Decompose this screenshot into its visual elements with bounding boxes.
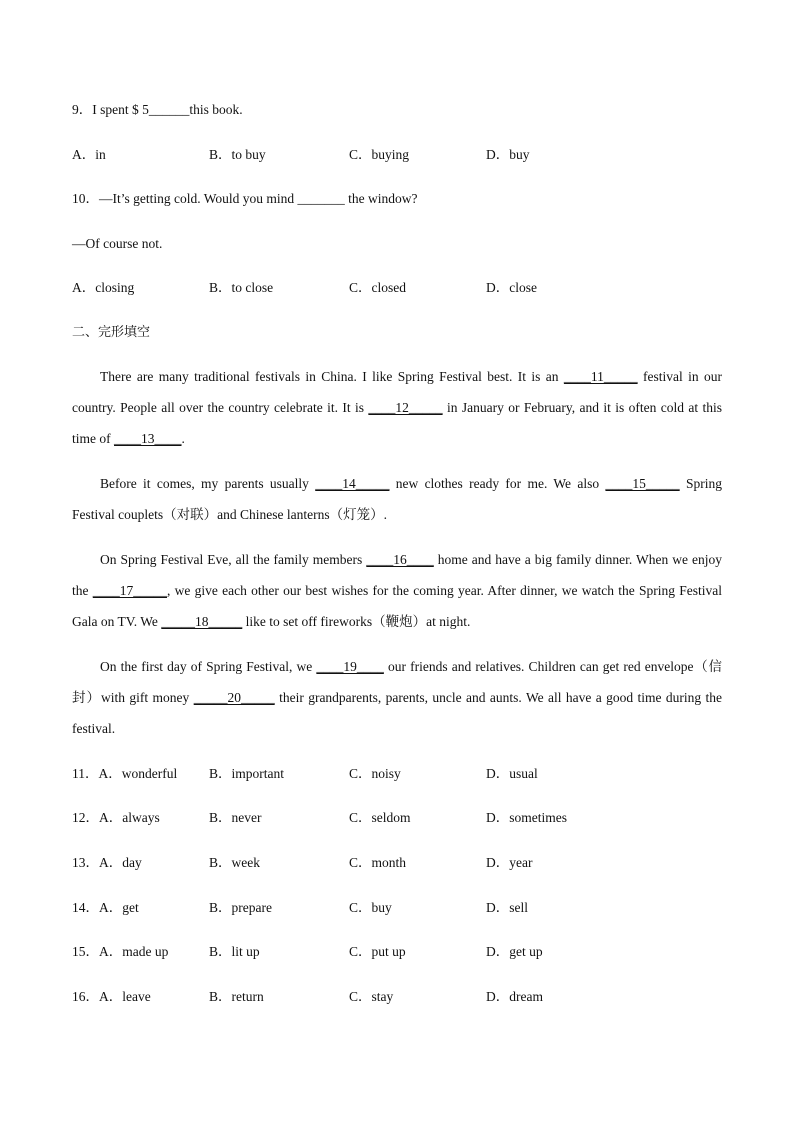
option-b: B．lit up	[209, 944, 260, 959]
option-b: B．return	[209, 989, 264, 1004]
question-9-text: 9．I spent $ 5	[72, 102, 149, 117]
passage-text: There are many traditional festivals in China. I like Spring Festival best. It is an	[100, 369, 564, 384]
question-12-options	[72, 809, 732, 827]
option-a: A．in	[72, 147, 106, 162]
option-c: C．buy	[349, 900, 392, 915]
passage-text: Spring Festival couplets（对联）and Chinese lanterns（灯笼）.	[72, 476, 722, 522]
question-10-options	[72, 279, 732, 297]
blank-17: ____17_____	[92, 583, 168, 598]
option-b: B．week	[209, 855, 260, 870]
blank-15: ____15_____	[605, 476, 680, 491]
question-10-reply: —Of course not.	[72, 236, 163, 251]
passage-paragraph-4	[72, 651, 722, 744]
option-a: 11．A．wonderful	[72, 766, 178, 781]
question-10	[72, 190, 418, 208]
passage-text: like to set off fireworks（鞭炮）at night.	[242, 614, 471, 629]
option-d: D．dream	[486, 989, 543, 1004]
blank-12: ____12_____	[368, 400, 443, 415]
option-c: C．stay	[349, 989, 394, 1004]
question-10-text: 10．—It’s getting cold. Would you mind	[72, 191, 298, 206]
option-d: D．sometimes	[486, 810, 567, 825]
question-9	[72, 101, 243, 119]
option-a: 15．A．made up	[72, 944, 169, 959]
question-16-options	[72, 988, 732, 1006]
option-a: 16．A．leave	[72, 989, 151, 1004]
question-10-blank: _______	[297, 191, 345, 206]
option-c: C．month	[349, 855, 407, 870]
option-c: C．buying	[349, 147, 410, 162]
option-d: D．sell	[486, 900, 528, 915]
passage-text: in January or February, and it is often cold at this time of	[72, 400, 723, 446]
passage-text: our friends and relatives. Children can get red envelope（信封）with gift money	[72, 659, 722, 705]
option-c: C．closed	[349, 280, 406, 295]
option-c: C．noisy	[349, 766, 401, 781]
option-c: C．seldom	[349, 810, 411, 825]
question-13-options	[72, 854, 732, 872]
passage-text: , we give each other our best wishes for the coming year. After dinner, we watch the Spring Festival Gala on TV. We	[72, 583, 722, 629]
option-d: D．buy	[486, 147, 530, 162]
option-d: D．year	[486, 855, 533, 870]
passage-paragraph-2	[72, 468, 722, 530]
option-b: B．to close	[209, 280, 274, 295]
passage-text: their grandparents, parents, uncle and aunts. We all have a good time during the festival.	[72, 690, 723, 736]
option-a: 12．A．always	[72, 810, 160, 825]
question-9-blank: ______	[148, 102, 190, 117]
question-9-text-end: this book.	[189, 102, 243, 117]
option-b: B．prepare	[209, 900, 272, 915]
option-a: 14．A．get	[72, 900, 139, 915]
passage-text: .	[181, 431, 185, 446]
option-d: D．get up	[486, 944, 543, 959]
passage-text: festival in our country. People all over the country celebrate it. It is	[72, 369, 722, 415]
blank-13: ____13____	[114, 431, 182, 446]
passage-text: On Spring Festival Eve, all the family members	[100, 552, 367, 567]
blank-16: ____16____	[366, 552, 434, 567]
passage-text: Before it comes, my parents usually	[100, 476, 316, 491]
option-a: A．closing	[72, 280, 135, 295]
option-b: B．to buy	[209, 147, 266, 162]
blank-19: ____19____	[316, 659, 384, 674]
section-title: 二、完形填空	[72, 325, 151, 340]
passage-text: new clothes ready for me. We also	[389, 476, 606, 491]
option-c: C．put up	[349, 944, 406, 959]
option-b: B．never	[209, 810, 262, 825]
passage-text: On the first day of Spring Festival, we	[100, 659, 317, 674]
question-9-options	[72, 146, 732, 164]
option-b: B．important	[209, 766, 284, 781]
question-15-options	[72, 943, 732, 961]
passage-text: home and have a big family dinner. When we enjoy the	[72, 552, 723, 598]
option-d: D．usual	[486, 766, 538, 781]
option-d: D．close	[486, 280, 537, 295]
passage-paragraph-3	[72, 544, 722, 637]
question-10-text-end: the window?	[344, 191, 418, 206]
question-11-options	[72, 765, 732, 783]
blank-20: _____20_____	[193, 690, 275, 705]
option-a: 13．A．day	[72, 855, 142, 870]
passage-paragraph-1	[72, 361, 722, 454]
blank-18: _____18_____	[161, 614, 243, 629]
question-14-options	[72, 899, 732, 917]
blank-11: ____11_____	[563, 369, 638, 384]
blank-14: ____14_____	[315, 476, 390, 491]
